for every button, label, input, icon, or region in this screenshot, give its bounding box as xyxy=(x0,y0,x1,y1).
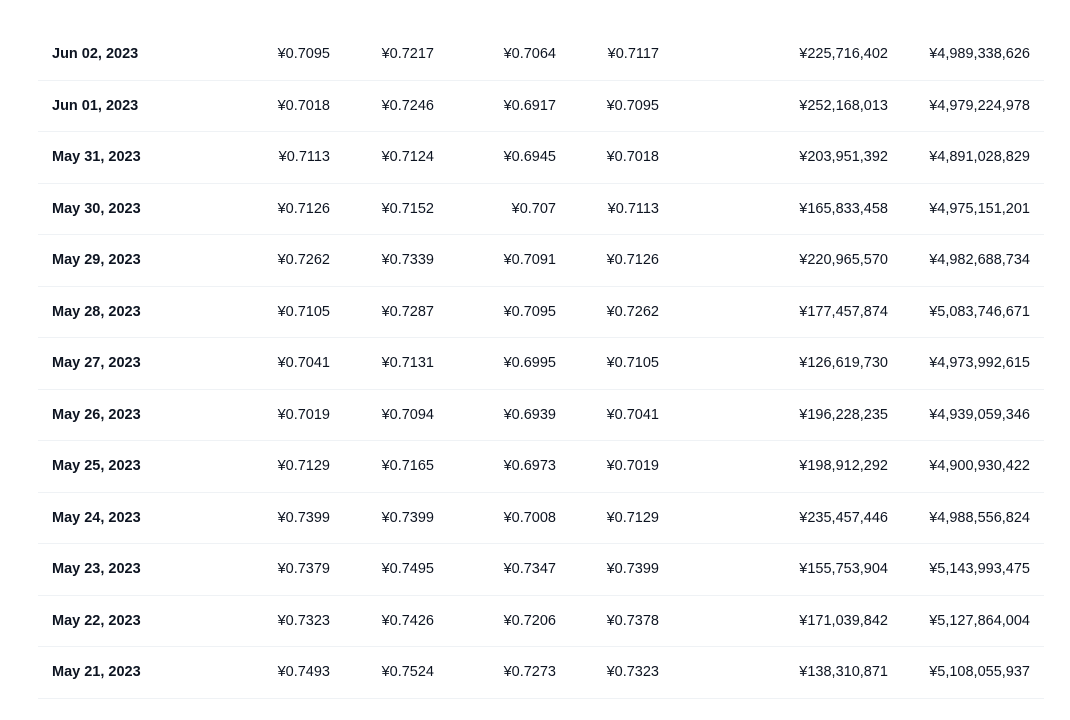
date-cell: May 25, 2023 xyxy=(52,458,141,474)
high-price-cell: ¥0.7524 xyxy=(381,664,434,680)
volume-cell: ¥235,457,446 xyxy=(799,509,888,526)
high-price-cell: ¥0.7339 xyxy=(381,252,434,268)
date-cell: May 29, 2023 xyxy=(52,252,141,268)
table-row xyxy=(38,390,1044,442)
low-price-cell: ¥0.7064 xyxy=(503,46,556,62)
date-cell: May 31, 2023 xyxy=(52,149,141,165)
market-cap-cell: ¥5,083,746,671 xyxy=(929,303,1030,320)
low-price-cell: ¥0.6973 xyxy=(503,458,556,474)
low-price-cell: ¥0.6939 xyxy=(503,406,556,423)
low-price-cell: ¥0.6917 xyxy=(503,97,556,114)
open-price-cell: ¥0.7129 xyxy=(277,458,330,474)
open-price-cell: ¥0.7019 xyxy=(277,406,330,423)
table-row xyxy=(38,544,1044,596)
market-cap-cell: ¥4,900,930,422 xyxy=(929,458,1030,474)
low-price-cell: ¥0.7095 xyxy=(503,303,556,320)
high-price-cell: ¥0.7124 xyxy=(381,149,434,165)
volume-cell: ¥220,965,570 xyxy=(799,252,888,268)
date-cell: May 21, 2023 xyxy=(52,664,141,680)
table-row xyxy=(38,184,1044,236)
volume-cell: ¥203,951,392 xyxy=(799,149,888,165)
low-price-cell: ¥0.6995 xyxy=(503,355,556,371)
table-row xyxy=(38,596,1044,648)
high-price-cell: ¥0.7165 xyxy=(381,458,434,474)
open-price-cell: ¥0.7399 xyxy=(277,509,330,526)
market-cap-cell: ¥4,988,556,824 xyxy=(929,509,1030,526)
open-price-cell: ¥0.7041 xyxy=(277,355,330,371)
high-price-cell: ¥0.7287 xyxy=(381,303,434,320)
volume-cell: ¥177,457,874 xyxy=(799,303,888,320)
low-price-cell: ¥0.7347 xyxy=(503,561,556,577)
volume-cell: ¥138,310,871 xyxy=(799,664,888,680)
close-price-cell: ¥0.7117 xyxy=(607,46,659,62)
volume-cell: ¥252,168,013 xyxy=(799,97,888,114)
low-price-cell: ¥0.707 xyxy=(511,200,556,217)
close-price-cell: ¥0.7378 xyxy=(606,612,659,629)
table-row xyxy=(38,647,1044,699)
open-price-cell: ¥0.7379 xyxy=(277,561,330,577)
volume-cell: ¥165,833,458 xyxy=(799,200,888,217)
open-price-cell: ¥0.7018 xyxy=(277,97,330,114)
volume-cell: ¥198,912,292 xyxy=(799,458,888,474)
close-price-cell: ¥0.7095 xyxy=(606,97,659,114)
market-cap-cell: ¥5,108,055,937 xyxy=(929,664,1030,680)
table-row xyxy=(38,235,1044,287)
date-cell: Jun 02, 2023 xyxy=(52,46,139,62)
close-price-cell: ¥0.7113 xyxy=(607,200,659,217)
low-price-cell: ¥0.7008 xyxy=(503,509,556,526)
high-price-cell: ¥0.7152 xyxy=(381,200,434,217)
market-cap-cell: ¥5,127,864,004 xyxy=(929,612,1030,629)
close-price-cell: ¥0.7129 xyxy=(606,509,659,526)
open-price-cell: ¥0.7493 xyxy=(277,664,330,680)
date-cell: May 27, 2023 xyxy=(52,355,141,371)
volume-cell: ¥196,228,235 xyxy=(799,406,888,423)
table-row xyxy=(38,132,1044,184)
date-cell: May 30, 2023 xyxy=(52,200,141,217)
open-price-cell: ¥0.7095 xyxy=(277,46,330,62)
table-row xyxy=(38,441,1044,493)
high-price-cell: ¥0.7131 xyxy=(381,355,434,371)
close-price-cell: ¥0.7262 xyxy=(606,303,659,320)
open-price-cell: ¥0.7126 xyxy=(277,200,330,217)
table-row xyxy=(38,287,1044,339)
close-price-cell: ¥0.7105 xyxy=(606,355,659,371)
open-price-cell: ¥0.7113 xyxy=(278,149,330,165)
close-price-cell: ¥0.7041 xyxy=(606,406,659,423)
high-price-cell: ¥0.7495 xyxy=(381,561,434,577)
market-cap-cell: ¥4,891,028,829 xyxy=(929,149,1030,165)
open-price-cell: ¥0.7323 xyxy=(277,612,330,629)
date-cell: May 22, 2023 xyxy=(52,612,141,629)
low-price-cell: ¥0.6945 xyxy=(503,149,556,165)
date-cell: May 26, 2023 xyxy=(52,406,141,423)
close-price-cell: ¥0.7126 xyxy=(606,252,659,268)
date-cell: May 28, 2023 xyxy=(52,303,141,320)
low-price-cell: ¥0.7206 xyxy=(503,612,556,629)
open-price-cell: ¥0.7262 xyxy=(277,252,330,268)
close-price-cell: ¥0.7018 xyxy=(606,149,659,165)
open-price-cell: ¥0.7105 xyxy=(277,303,330,320)
date-cell: Jun 01, 2023 xyxy=(52,97,139,114)
close-price-cell: ¥0.7019 xyxy=(606,458,659,474)
table-row xyxy=(38,338,1044,390)
close-price-cell: ¥0.7323 xyxy=(606,664,659,680)
high-price-cell: ¥0.7426 xyxy=(381,612,434,629)
volume-cell: ¥126,619,730 xyxy=(799,355,888,371)
market-cap-cell: ¥4,973,992,615 xyxy=(929,355,1030,371)
low-price-cell: ¥0.7091 xyxy=(503,252,556,268)
market-cap-cell: ¥5,143,993,475 xyxy=(929,561,1030,577)
high-price-cell: ¥0.7217 xyxy=(381,46,434,62)
market-cap-cell: ¥4,979,224,978 xyxy=(929,97,1030,114)
market-cap-cell: ¥4,982,688,734 xyxy=(929,252,1030,268)
market-cap-cell: ¥4,989,338,626 xyxy=(929,46,1030,62)
table-row xyxy=(38,493,1044,545)
close-price-cell: ¥0.7399 xyxy=(606,561,659,577)
historical-data-table xyxy=(38,29,1044,699)
table-row xyxy=(38,81,1044,133)
volume-cell: ¥155,753,904 xyxy=(799,561,888,577)
market-cap-cell: ¥4,975,151,201 xyxy=(929,200,1030,217)
volume-cell: ¥171,039,842 xyxy=(799,612,888,629)
high-price-cell: ¥0.7246 xyxy=(381,97,434,114)
date-cell: May 24, 2023 xyxy=(52,509,141,526)
volume-cell: ¥225,716,402 xyxy=(799,46,888,62)
high-price-cell: ¥0.7094 xyxy=(381,406,434,423)
market-cap-cell: ¥4,939,059,346 xyxy=(929,406,1030,423)
table-row xyxy=(38,29,1044,81)
high-price-cell: ¥0.7399 xyxy=(381,509,434,526)
date-cell: May 23, 2023 xyxy=(52,561,141,577)
low-price-cell: ¥0.7273 xyxy=(503,664,556,680)
